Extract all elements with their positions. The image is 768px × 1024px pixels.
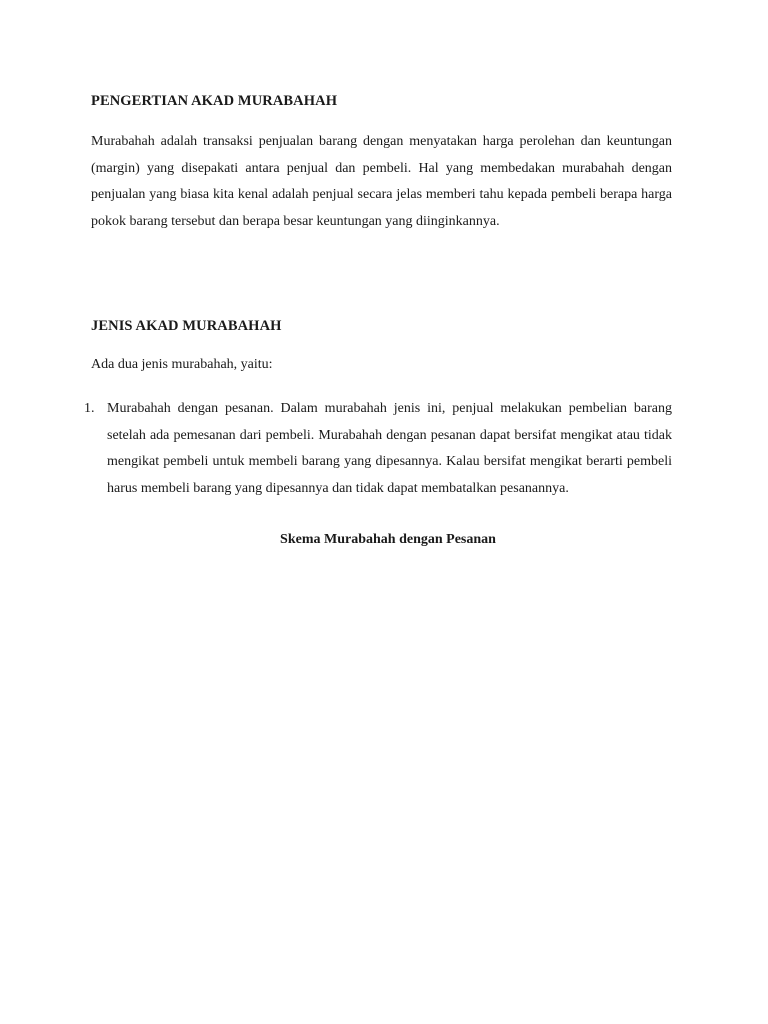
intro-text: Ada dua jenis murabahah, yaitu:: [91, 357, 273, 372]
figure-caption: Skema Murabahah dengan Pesanan: [280, 532, 496, 547]
section-heading-jenis: JENIS AKAD MURABAHAH: [91, 318, 282, 334]
section-heading-pengertian: PENGERTIAN AKAD MURABAHAH: [91, 93, 338, 109]
list-item-number: 1.: [84, 401, 95, 416]
list-item-text: Murabahah dengan pesanan. Dalam murabahah jenis ini, penjual melakukan pembelian barang setelah ada pemesanan dari pembeli. Murabahah dengan pesanan dapat bersifat mengikat atau tidak mengikat pembeli untuk membeli barang yang dipesannya. Kalau bersifat mengikat berarti pembeli harus membeli barang yang dipesannya dan tidak dapat membatalkan pesanannya.: [107, 401, 672, 496]
paragraph-pengertian: Murabahah adalah transaksi penjualan barang dengan menyatakan harga perolehan dan keuntungan (margin) yang disepakati antara penjual dan pembeli. Hal yang membedakan murabahah dengan penjualan yang biasa kita kenal adalah penjual secara jelas memberi tahu kepada pembeli berapa harga pokok barang tersebut dan berapa besar keuntungan yang diinginkannya.: [91, 134, 672, 229]
